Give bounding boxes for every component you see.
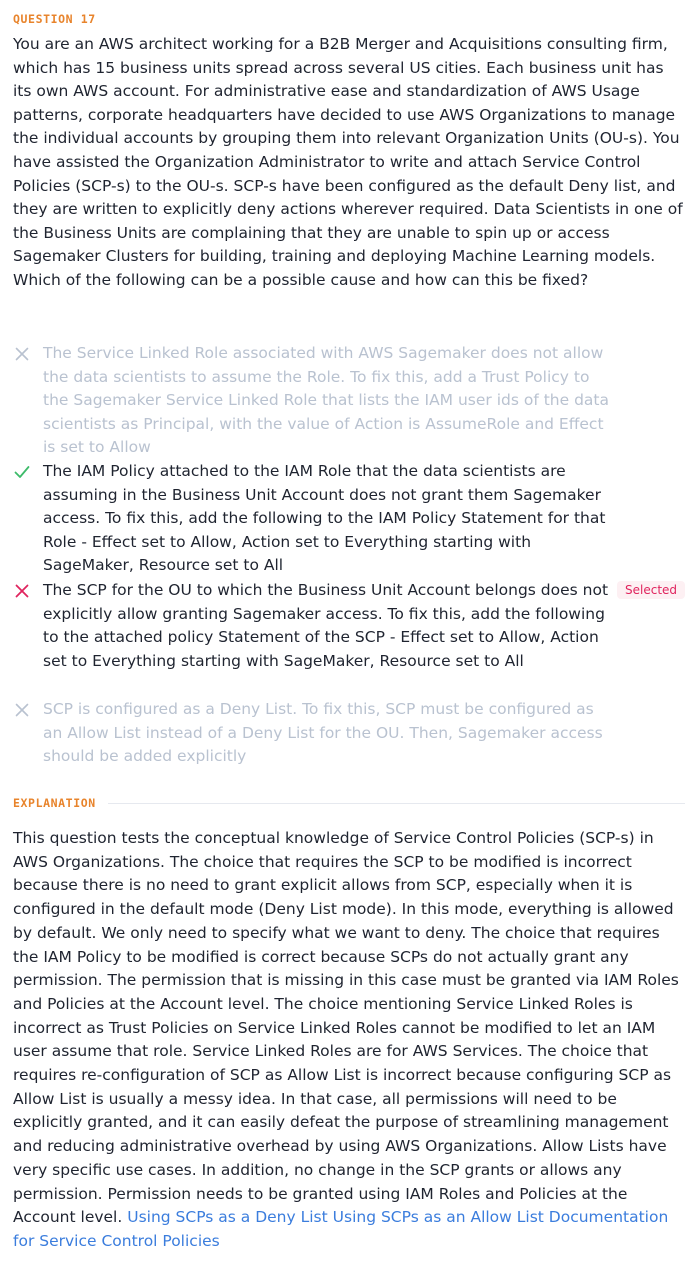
selected-badge: Selected bbox=[617, 581, 685, 599]
divider bbox=[108, 803, 685, 804]
x-icon bbox=[13, 701, 31, 719]
answer-option-text: SCP is configured as a Deny List. To fix this, SCP must be configured as an Allow List instead of a Deny List for the OU. Then, Sagemaker access should be added explicitly bbox=[43, 700, 603, 766]
question-text: You are an AWS architect working for a B2B Merger and Acquisitions consulting firm, which has 15 business units spread across several US cities. Each business unit has its own AWS account. For administrative ease and standardization of AWS Usage patterns, corporate headquarters have decided to use AWS Organizations to manage the individual accounts by grouping them into relevant Organization Units (OU-s). You have assisted the Organization Administrator to write and attach Service Control Policies (SCP-s) to the OU-s. SCP-s have been configured as the default Deny list, and they are written to explicitly deny actions wherever required. Data Scientists in one of the Business Units are complaining that they are unable to spin up or access Sagemaker Clusters for building, training and deploying Machine Learning models. Which of the following can be a possible cause and how can this be fixed? bbox=[13, 35, 683, 289]
link-deny-list[interactable]: Using SCPs as a Deny List bbox=[127, 1208, 328, 1227]
explanation-header bbox=[13, 795, 685, 811]
explanation-body: This question tests the conceptual knowledge of Service Control Policies (SCP-s) in AWS Organizations. The choice that requires the SCP to be modified is incorrect because there is no need to grant explicit allows from SCP, especially when it is configured in the default mode (Deny List mode). In this mode, everything is allowed by default. We only need to specify what we want to deny. The choice that requires the IAM Policy to be modified is correct because SCPs do not actually grant any permission. The permission that is missing in this case must be granted via IAM Roles and Policies at the Account level. The choice mentioning Service Linked Roles is incorrect as Trust Policies on Service Linked Roles cannot be modified to let an IAM user assume that role. Service Linked Roles are for AWS Services. The choice that requires re-configuration of SCP as Allow List is incorrect because configuring SCP as Allow List is usually a messy idea. In that case, all permissions will need to be explicitly granted, and it can easily defeat the purpose of streamlining management and reducing administrative overhead by using AWS Organizations. Allow Lists have very specific use cases. In addition, no change in the SCP grants or allows any permission. Permission needs to be granted using IAM Roles and Policies at the Account level. bbox=[13, 829, 679, 1227]
link-scp-documentation[interactable]: Documentation for Service Control Policies bbox=[13, 1208, 669, 1250]
explanation-label: EXPLANATION bbox=[13, 796, 96, 810]
answer-option-text: The Service Linked Role associated with AWS Sagemaker does not allow the data scientists to assume the Role. To fix this, add a Trust Policy to the Sagemaker Service Linked Role that lists the IAM user ids of the data scientists as Principal, with the value of Action is AssumeRole and Effect is set to Allow bbox=[43, 344, 609, 457]
link-allow-list[interactable]: Using SCPs as an Allow List bbox=[332, 1208, 544, 1227]
answer-option-text: The SCP for the OU to which the Business Unit Account belongs does not explicitly allow granting Sagemaker access. To fix this, add the following to the attached policy Statement of the SCP - Effect set to Allow, Action set to Everything starting with SageMaker, Resource set to All bbox=[43, 581, 609, 670]
check-icon bbox=[13, 463, 31, 481]
x-icon bbox=[13, 345, 31, 363]
x-icon bbox=[13, 582, 31, 600]
question-label: QUESTION 17 bbox=[13, 12, 96, 26]
explanation-text bbox=[13, 827, 685, 1254]
answer-option-text: The IAM Policy attached to the IAM Role that the data scientists are assuming in the Business Unit Account does not grant them Sagemaker access. To fix this, add the following to the IAM Policy Statement for that Role - Effect set to Allow, Action set to Everything starting with SageMaker, Resource set to All bbox=[43, 462, 606, 575]
